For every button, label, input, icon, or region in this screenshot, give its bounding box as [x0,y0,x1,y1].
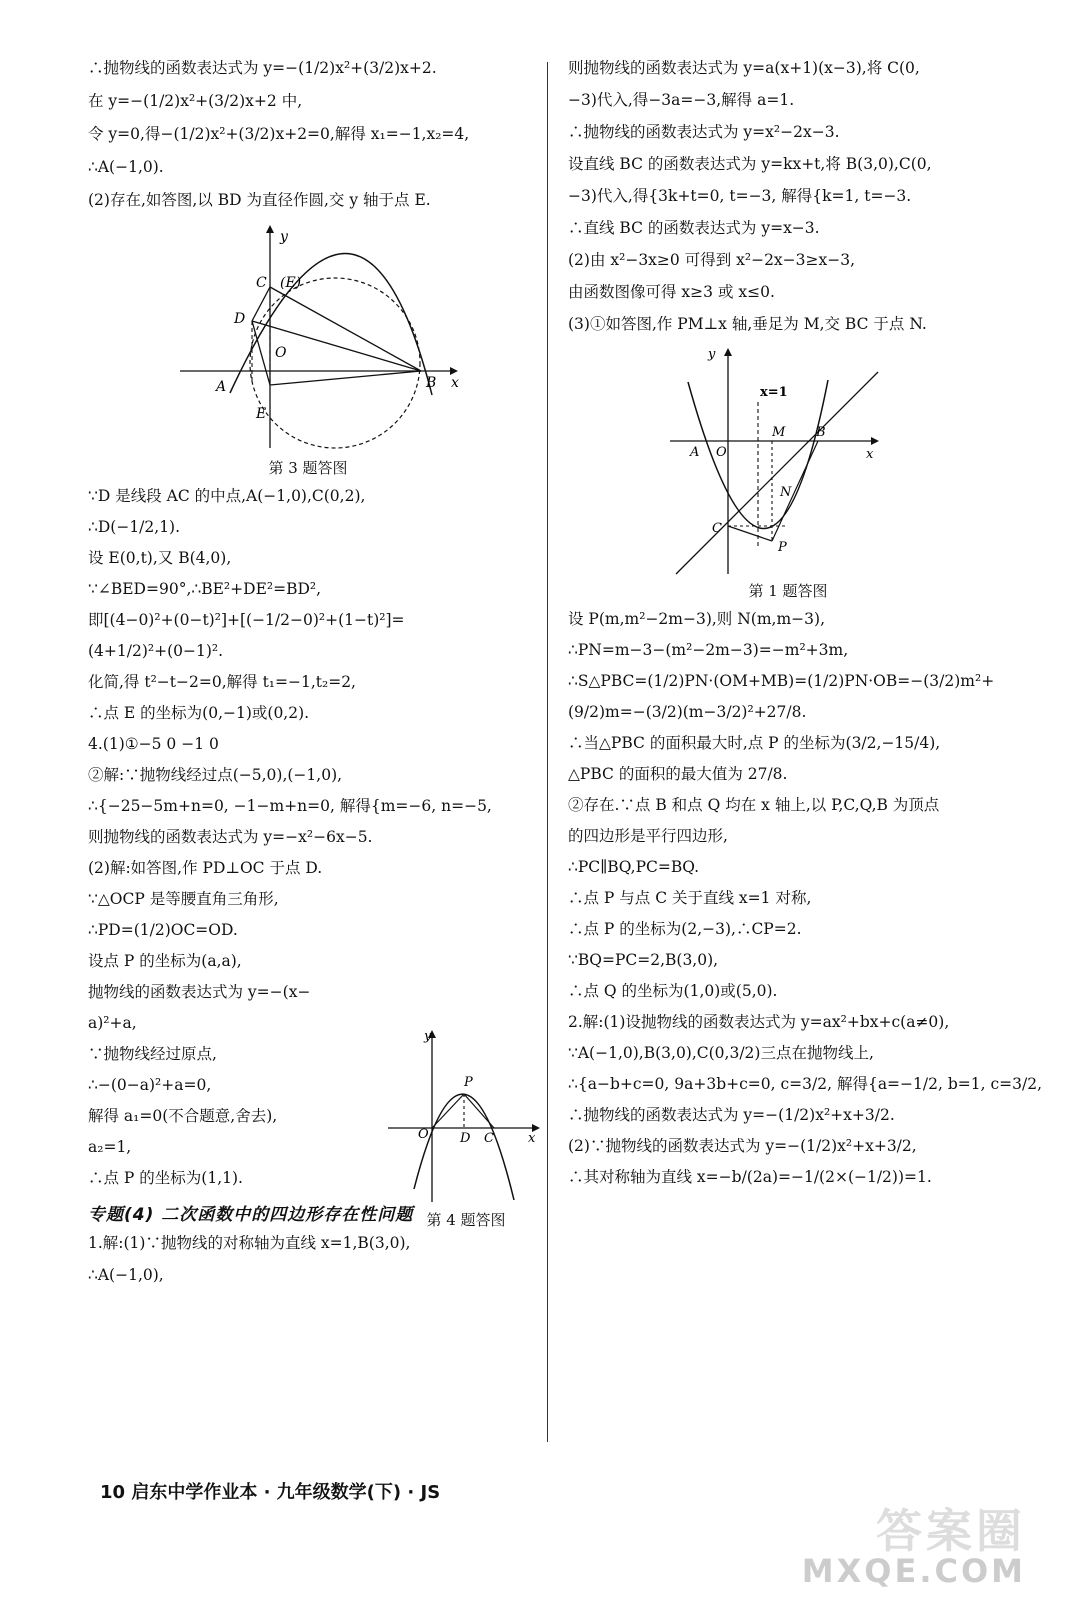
watermark-url: MXQE.COM [801,1552,1026,1590]
text-line: (3)①如答图,作 PM⊥x 轴,垂足为 M,交 BC 于点 N. [568,315,927,333]
text-line: 即[(4−0)²+(0−t)²]+[(−1/2−0)²+(1−t)²]= [88,611,405,629]
text-line: a)²+a, [88,1014,137,1032]
fig3-label-o: O [275,345,287,361]
fig3-label-d: D [234,311,246,327]
text-line: ∴抛物线的函数表达式为 y=x²−2x−3. [568,123,840,141]
text-line: 设直线 BC 的函数表达式为 y=kx+t,将 B(3,0),C(0, [568,155,932,173]
text-line: ∴PC∥BQ,PC=BQ. [568,858,700,876]
column-divider [547,62,548,1442]
text-line: ∴点 E 的坐标为(0,−1)或(0,2). [88,704,310,722]
fig1-label-x: x [866,447,874,462]
text-line: 4.(1)①−5 0 −1 0 [88,735,219,753]
text-line: −3)代入,得{3k+t=0, t=−3, 解得{k=1, t=−3. [568,187,912,205]
right-text-block-2 [568,609,1042,1187]
fig1-label-n: N [780,485,792,500]
page-footer: 10 启东中学作业本 · 九年级数学(下) · JS [100,1482,441,1503]
text-line: ∴抛物线的函数表达式为 y=−(1/2)x²+(3/2)x+2. [88,59,437,77]
text-line: −3)代入,得−3a=−3,解得 a=1. [568,91,795,109]
text-line: 设 E(0,t),又 B(4,0), [88,549,232,567]
watermark-logo-text: 答案圈 [876,1504,1026,1558]
right-column [568,58,1042,1198]
fig1-label-a: A [690,445,700,460]
text-line: ∴其对称轴为直线 x=−b/(2a)=−1/(2×(−1/2))=1. [568,1168,932,1186]
text-line: ∵△OCP 是等腰直角三角形, [88,890,279,908]
text-line: ②解:∵抛物线经过点(−5,0),(−1,0), [88,766,343,784]
text-line: ∴A(−1,0). [88,158,164,176]
text-line: 解得 a₁=0(不合题意,舍去), [88,1107,278,1125]
fig4-label-d: D [460,1131,471,1146]
text-line: ∴A(−1,0), [88,1266,164,1284]
text-line: ∵D 是线段 AC 的中点,A(−1,0),C(0,2), [88,487,366,505]
section-heading: 专题(4) 二次函数中的四边形存在性问题 [88,1205,414,1225]
fig3-label-b: B [426,375,437,391]
text-line: 2.解:(1)设抛物线的函数表达式为 y=ax²+bx+c(a≠0), [568,1013,950,1031]
figure-1 [568,346,1008,601]
text-line: 的四边形是平行四边形, [568,827,728,845]
text-line: (9/2)m=−(3/2)(m−3/2)²+27/8. [568,703,807,721]
text-line: ∴D(−1/2,1). [88,518,181,536]
text-line: 1.解:(1)∵抛物线的对称轴为直线 x=1,B(3,0), [88,1234,411,1252]
fig4-label-y: y [424,1029,432,1044]
fig1-label-x-eq-1: x=1 [760,385,788,400]
text-line: ∵抛物线经过原点, [88,1045,217,1063]
text-line: 抛物线的函数表达式为 y=−(x− [88,983,311,1001]
figure-4-diagram [386,1024,546,1209]
left-text-block-1 [88,58,528,210]
text-line: 设 P(m,m²−2m−3),则 N(m,m−3), [568,610,825,628]
text-line: ∴PN=m−3−(m²−2m−3)=−m²+3m, [568,641,849,659]
text-line: ∴直线 BC 的函数表达式为 y=x−3. [568,219,820,237]
figure-1-diagram [668,346,898,578]
text-line: (2)∵抛物线的函数表达式为 y=−(1/2)x²+x+3/2, [568,1137,917,1155]
text-line: 令 y=0,得−(1/2)x²+(3/2)x+2=0,解得 x₁=−1,x₂=4, [88,125,470,143]
text-line: ∴点 P 的坐标为(2,−3),∴CP=2. [568,920,802,938]
text-line: (2)存在,如答图,以 BD 为直径作圆,交 y 轴于点 E. [88,191,431,209]
text-line: △PBC 的面积的最大值为 27/8. [568,765,788,783]
figure-3-caption: 第 3 题答图 [268,459,348,477]
fig3-label-c: C [256,275,267,291]
figure-3 [88,223,528,478]
fig1-label-b: B [816,425,826,440]
text-line: ∴{−25−5m+n=0, −1−m+n=0, 解得{m=−6, n=−5, [88,797,492,815]
text-line: 化简,得 t²−t−2=0,解得 t₁=−1,t₂=2, [88,673,356,691]
text-line: ∵∠BED=90°,∴BE²+DE²=BD², [88,580,322,598]
fig3-label-a: A [216,379,227,395]
text-line: ∴{a−b+c=0, 9a+3b+c=0, c=3/2, 解得{a=−1/2, b=1, c=3/2, [568,1075,1042,1093]
figure-3-diagram [170,223,470,455]
fig3-label-y: y [280,229,288,245]
text-line: ∴PD=(1/2)OC=OD. [88,921,238,939]
figure-1-caption: 第 1 题答图 [748,582,828,600]
text-line: 则抛物线的函数表达式为 y=a(x+1)(x−3),将 C(0, [568,59,920,77]
text-line: ∴当△PBC 的面积最大时,点 P 的坐标为(3/2,−15/4), [568,734,941,752]
text-line: ②存在.∵点 B 和点 Q 均在 x 轴上,以 P,C,Q,B 为顶点 [568,796,940,814]
text-line: ∴抛物线的函数表达式为 y=−(1/2)x²+x+3/2. [568,1106,895,1124]
text-line: ∴S△PBC=(1/2)PN·(OM+MB)=(1/2)PN·OB=−(3/2)m²+ [568,672,995,690]
text-line: 在 y=−(1/2)x²+(3/2)x+2 中, [88,92,303,110]
fig1-label-m: M [772,425,786,440]
fig1-label-p: P [778,540,787,555]
text-line: (2)由 x²−3x≥0 可得到 x²−2x−3≥x−3, [568,251,856,269]
fig3-label-e: E [256,406,267,422]
fig1-label-o: O [716,445,727,460]
text-line: (4+1/2)²+(0−1)². [88,642,224,660]
fig4-label-p: P [464,1075,473,1090]
text-line: (2)解:如答图,作 PD⊥OC 于点 D. [88,859,323,877]
text-line: 则抛物线的函数表达式为 y=−x²−6x−5. [88,828,373,846]
text-line: 由函数图像可得 x≥3 或 x≤0. [568,283,775,301]
text-line: ∴点 P 的坐标为(1,1). [88,1169,243,1187]
right-text-block-1 [568,58,1008,334]
text-line: ∵A(−1,0),B(3,0),C(0,3/2)三点在抛物线上, [568,1044,874,1062]
fig1-label-c: C [712,521,722,536]
fig3-label-e-paren: (E) [280,275,302,291]
figure-4 [386,1024,546,1230]
fig4-label-x: x [528,1131,536,1146]
left-text-block-3 [88,1233,528,1285]
text-line: 设点 P 的坐标为(a,a), [88,952,242,970]
text-line: ∴点 P 与点 C 关于直线 x=1 对称, [568,889,812,907]
fig4-label-c: C [484,1131,494,1146]
text-line: ∴点 Q 的坐标为(1,0)或(5,0). [568,982,778,1000]
text-line: ∴−(0−a)²+a=0, [88,1076,212,1094]
text-line: a₂=1, [88,1138,132,1156]
fig4-label-o: O [418,1127,429,1142]
fig1-label-y: y [708,347,716,362]
text-line: ∵BQ=PC=2,B(3,0), [568,951,719,969]
figure-4-caption: 第 4 题答图 [426,1211,506,1229]
fig3-label-x: x [451,375,459,391]
